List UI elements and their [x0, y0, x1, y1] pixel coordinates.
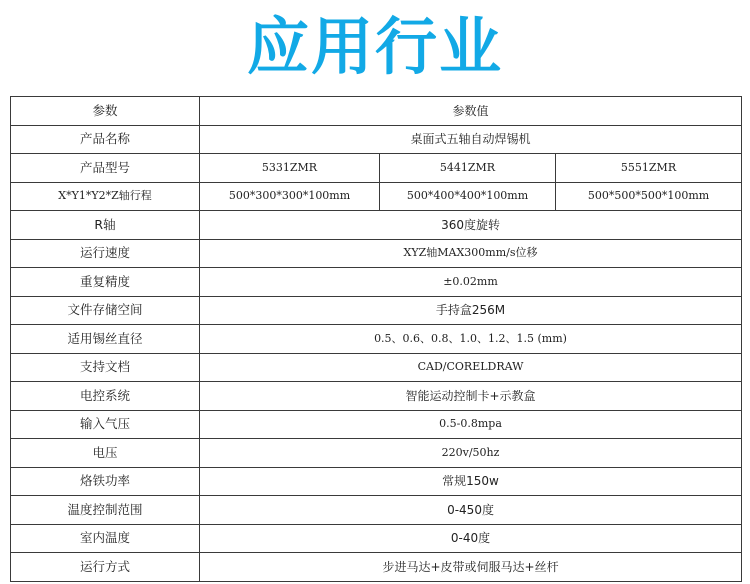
- table-row: [11, 182, 742, 211]
- row-value: 0-40度: [200, 524, 742, 553]
- row-value: 0-450度: [200, 496, 742, 525]
- row-label: 室内温度: [11, 524, 200, 553]
- row-label: 电压: [11, 439, 200, 468]
- row-value: 220v/50hz: [200, 439, 742, 468]
- table-row: [11, 553, 742, 582]
- table-row: [11, 524, 742, 553]
- row-label: 运行速度: [11, 239, 200, 268]
- table-row: [11, 211, 742, 240]
- spec-table: [10, 96, 742, 582]
- row-value: 0.5、0.6、0.8、1.0、1.2、1.5 (mm): [200, 325, 742, 354]
- row-label: 温度控制范围: [11, 496, 200, 525]
- row-value: ±0.02mm: [200, 268, 742, 297]
- row-label: 适用锡丝直径: [11, 325, 200, 354]
- row-value: 360度旋转: [200, 211, 742, 240]
- table-row: [11, 382, 742, 411]
- row-label: 运行方式: [11, 553, 200, 582]
- table-row: [11, 154, 742, 183]
- row-label: 文件存储空间: [11, 296, 200, 325]
- row-value: 智能运动控制卡+示教盒: [200, 382, 742, 411]
- model-5551: 5551ZMR: [556, 154, 742, 183]
- header-value: 参数值: [200, 97, 742, 126]
- table-row: [11, 239, 742, 268]
- table-row: [11, 125, 742, 154]
- row-value: 常规150w: [200, 467, 742, 496]
- row-label: 输入气压: [11, 410, 200, 439]
- row-value: 桌面式五轴自动焊锡机: [200, 125, 742, 154]
- page-title: 应用行业: [246, 10, 503, 83]
- row-label: 产品型号: [11, 154, 200, 183]
- row-label: 烙铁功率: [11, 467, 200, 496]
- row-value: CAD/CORELDRAW: [200, 353, 742, 382]
- row-label: 支持文档: [11, 353, 200, 382]
- travel-5441: 500*400*400*100mm: [380, 182, 556, 211]
- row-value: 步进马达+皮带或伺服马达+丝杆: [200, 553, 742, 582]
- model-5441: 5441ZMR: [380, 154, 556, 183]
- table-row: [11, 268, 742, 297]
- table-row: [11, 410, 742, 439]
- row-label: 电控系统: [11, 382, 200, 411]
- travel-5551: 500*500*500*100mm: [556, 182, 742, 211]
- row-value: XYZ轴MAX300mm/s位移: [200, 239, 742, 268]
- table-row: [11, 496, 742, 525]
- row-label: 重复精度: [11, 268, 200, 297]
- header-param: 参数: [11, 97, 200, 126]
- table-row: [11, 439, 742, 468]
- model-5331: 5331ZMR: [200, 154, 380, 183]
- row-value: 手持盒256M: [200, 296, 742, 325]
- table-header-row: [11, 97, 742, 126]
- row-label: 产品名称: [11, 125, 200, 154]
- table-row: [11, 296, 742, 325]
- table-row: [11, 353, 742, 382]
- row-value: 0.5-0.8mpa: [200, 410, 742, 439]
- table-row: [11, 325, 742, 354]
- travel-5331: 500*300*300*100mm: [200, 182, 380, 211]
- row-label: R轴: [11, 211, 200, 240]
- table-row: [11, 467, 742, 496]
- row-label: X*Y1*Y2*Z轴行程: [11, 182, 200, 211]
